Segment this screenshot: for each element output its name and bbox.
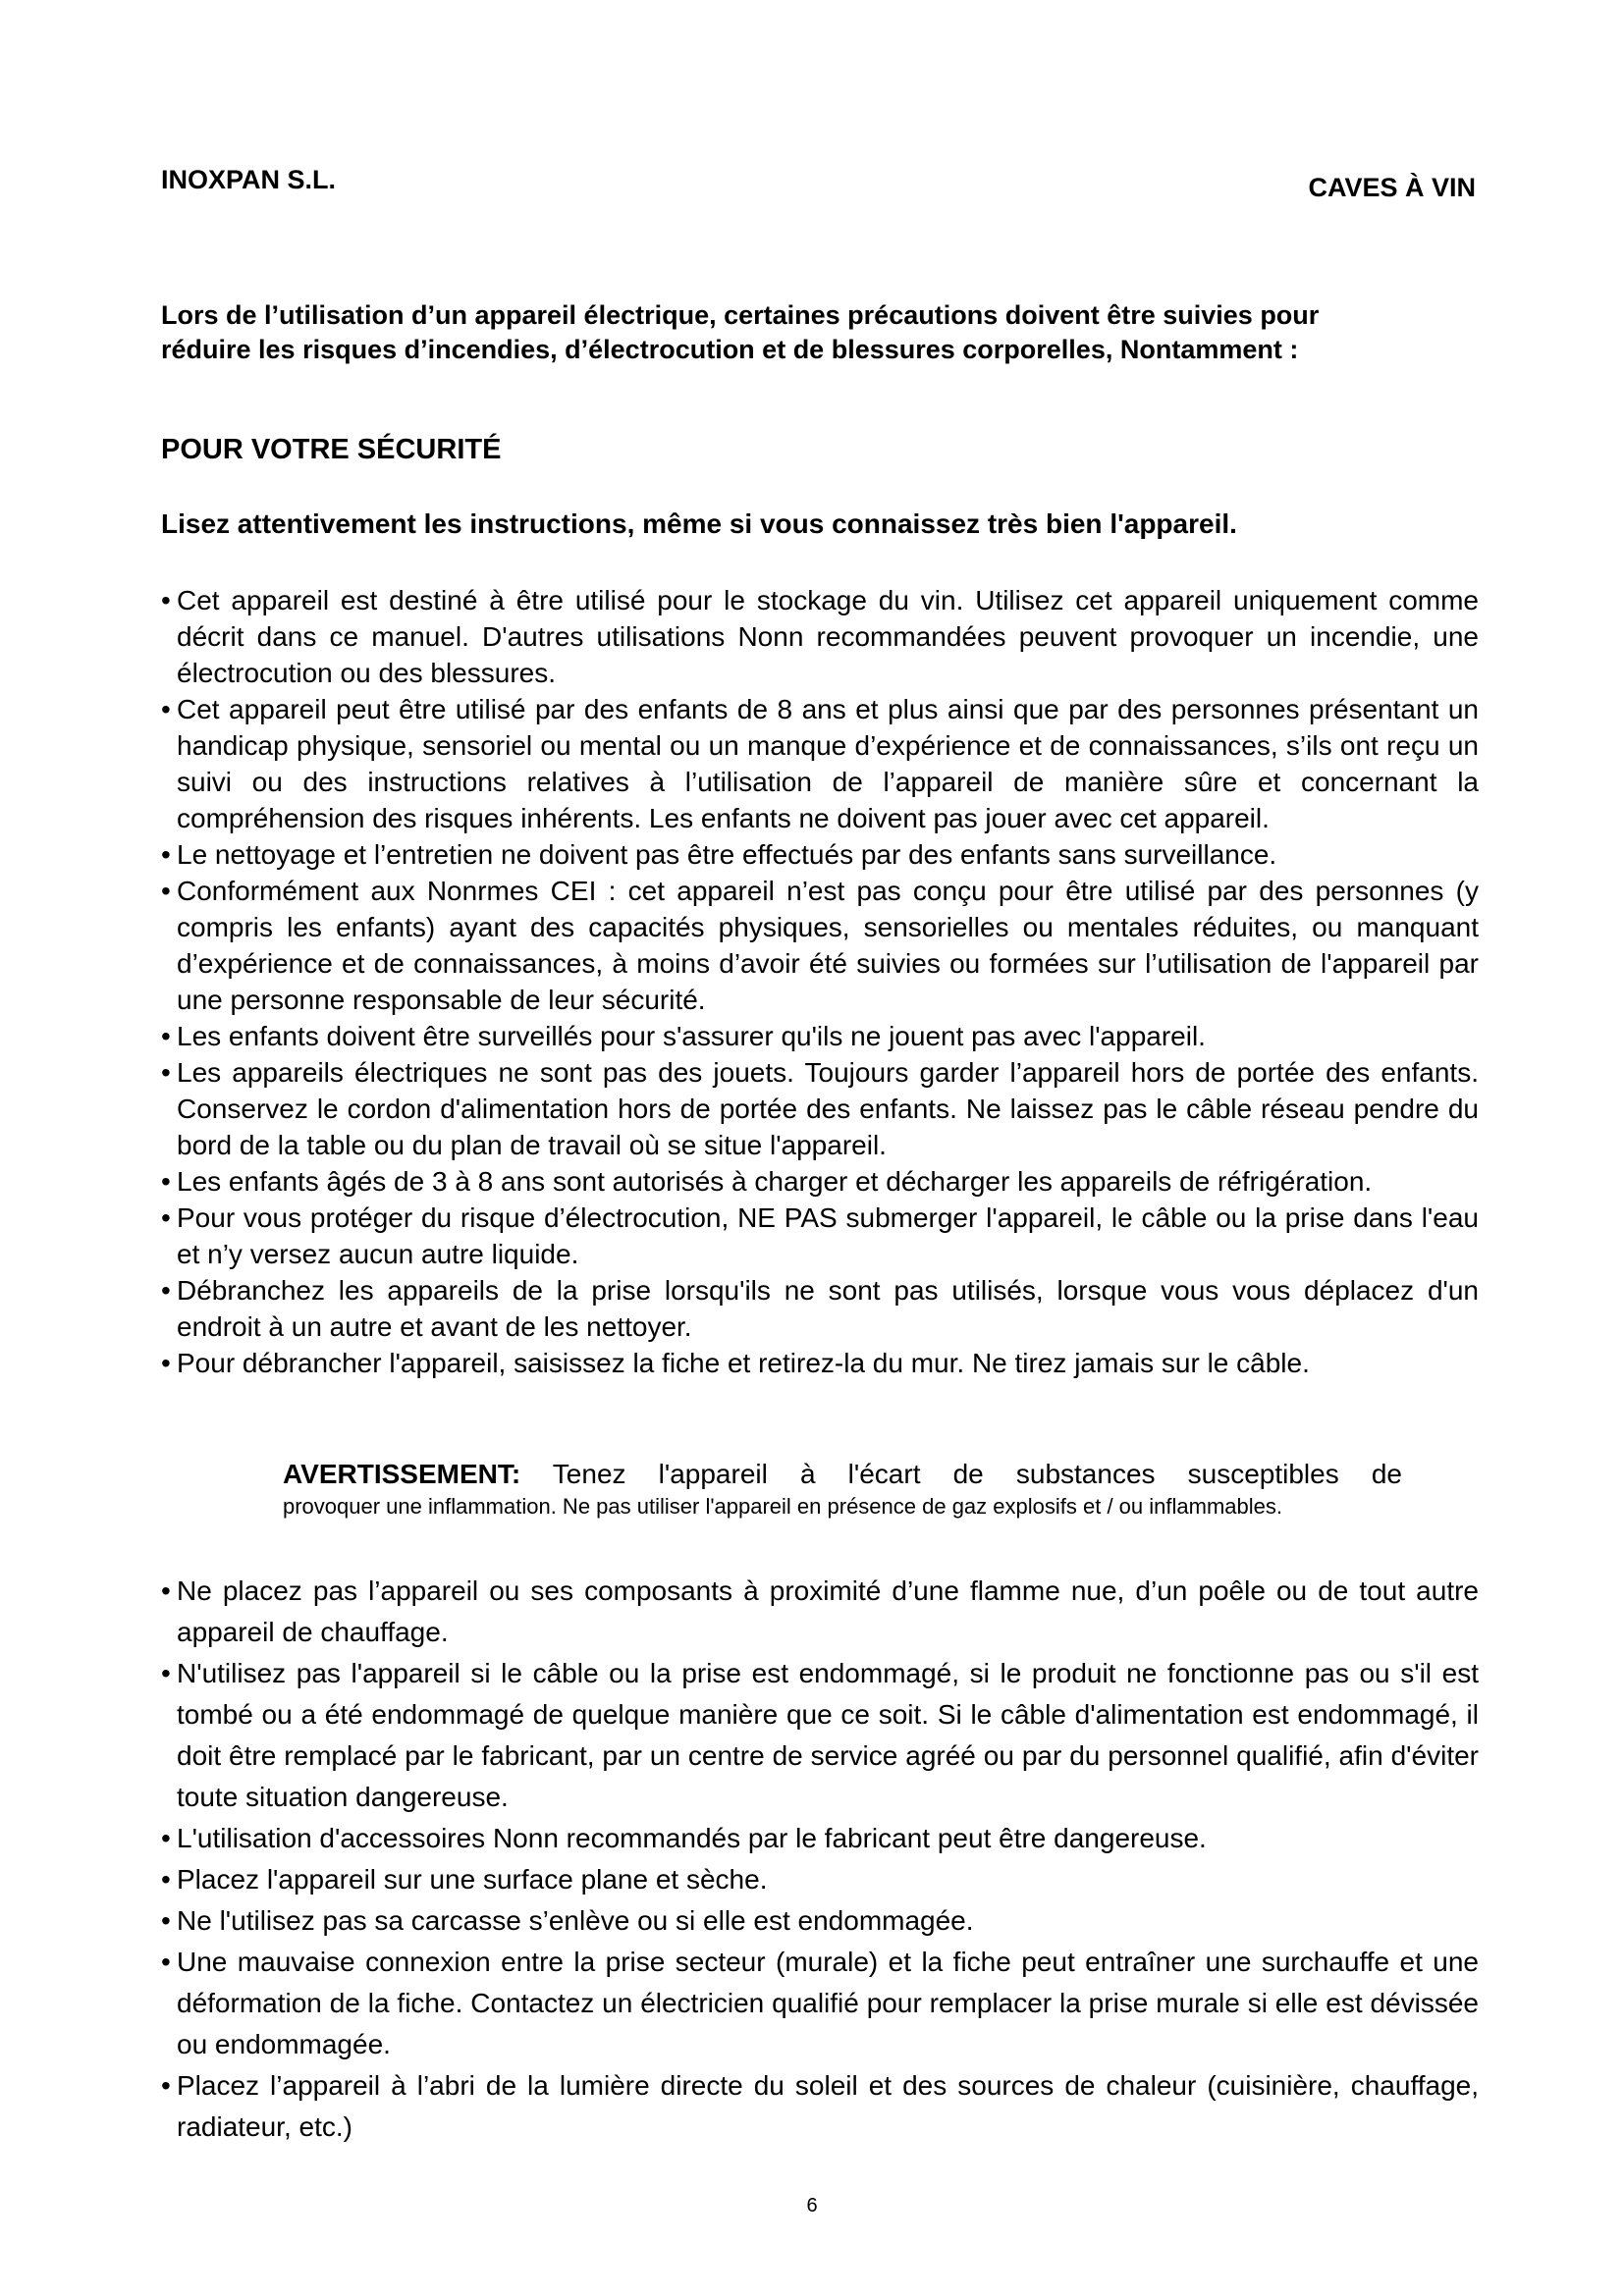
bullet-icon: • xyxy=(161,1947,171,1977)
safety-list-part1 xyxy=(161,582,1479,1381)
list-item-text: Débranchez les appareils de la prise lorsqu'ils ne sont pas utilisés, lorsque vous vous déplacez d'un endroit à un autre et avant de les nettoyer. xyxy=(177,1275,1479,1342)
page-number: 6 xyxy=(806,2195,818,2216)
list-item xyxy=(161,1859,1479,1900)
list-item xyxy=(161,1571,1479,1653)
bullet-icon: • xyxy=(161,1275,171,1306)
list-item xyxy=(161,1818,1479,1859)
warning-text-large: Tenez l'appareil à l'écart de substances susceptibles de xyxy=(552,1459,1402,1489)
bullet-icon: • xyxy=(161,1905,171,1936)
bullet-icon: • xyxy=(161,1166,171,1197)
list-item xyxy=(161,1200,1479,1272)
bullet-icon: • xyxy=(161,1057,171,1088)
list-item xyxy=(161,1018,1479,1054)
bullet-icon: • xyxy=(161,1348,171,1378)
list-item-text: Les appareils électriques ne sont pas des jouets. Toujours garder l’appareil hors de portée des enfants. Conservez le cordon d'alimentation hors de portée des enfants. Ne laissez pas le câble réseau pendre du bord de la table ou du plan de travail où se situe l'appareil. xyxy=(177,1057,1479,1160)
bullet-icon: • xyxy=(161,1658,171,1688)
warning-first-line xyxy=(283,1457,1402,1492)
company-name: INOXPAN S.L. xyxy=(161,165,337,194)
list-item xyxy=(161,582,1479,691)
list-item-text: Les enfants âgés de 3 à 8 ans sont autorisés à charger et décharger les appareils de réfrigération. xyxy=(177,1166,1373,1197)
list-item-text: Les enfants doivent être surveillés pour s'assurer qu'ils ne jouent pas avec l'appareil. xyxy=(177,1021,1206,1051)
list-item xyxy=(161,1163,1479,1200)
bullet-icon: • xyxy=(161,1575,171,1606)
warning-box xyxy=(283,1457,1402,1522)
bullet-icon: • xyxy=(161,839,171,870)
warning-label: AVERTISSEMENT: xyxy=(283,1459,521,1489)
bullet-icon: • xyxy=(161,1021,171,1051)
section-title: POUR VOTRE SÉCURITÉ xyxy=(161,434,502,465)
intro-paragraph: Lors de l’utilisation d’un appareil électrique, certaines précautions doivent être suivies pour réduire les risques d’incendies, d’électrocution et de blessures corporelles, Nontamment : xyxy=(161,300,1320,364)
list-item-text: Cet appareil peut être utilisé par des enfants de 8 ans et plus ainsi que par des personnes présentant un handicap physique, sensoriel ou mental ou un manque d’expérience et de connaissances, s’ils ont reçu un suivi ou des instructions relatives à l’utilisation de l’appareil de manière sûre et concernant la compréhension des risques inhérents. Les enfants ne doivent pas jouer avec cet appareil. xyxy=(177,694,1479,833)
list-item-text: Une mauvaise connexion entre la prise secteur (murale) et la fiche peut entraîner une surchauffe et une déformation de la fiche. Contactez un électricien qualifié pour remplacer la prise murale si elle est dévissée ou endommagée. xyxy=(177,1947,1479,2059)
safety-list-part2 xyxy=(161,1571,1479,2148)
bullet-icon: • xyxy=(161,1864,171,1895)
list-item xyxy=(161,691,1479,836)
list-item-text: Placez l’appareil à l’abri de la lumière directe du soleil et des sources de chaleur (cuisinière, chauffage, radiateur, etc.) xyxy=(177,2070,1479,2142)
bullet-icon: • xyxy=(161,1202,171,1233)
list-item-text: Pour débrancher l'appareil, saisissez la fiche et retirez-la du mur. Ne tirez jamais sur le câble. xyxy=(177,1348,1310,1378)
list-item xyxy=(161,1900,1479,1942)
list-item-text: Ne l'utilisez pas sa carcasse s’enlève ou si elle est endommagée. xyxy=(177,1905,974,1936)
list-item xyxy=(161,1942,1479,2065)
list-item-text: Le nettoyage et l’entretien ne doivent pas être effectués par des enfants sans surveillance. xyxy=(177,839,1277,870)
list-item-text: Pour vous protéger du risque d’électrocution, NE PAS submerger l'appareil, le câble ou la prise dans l'eau et n’y versez aucun autre liquide. xyxy=(177,1202,1479,1269)
list-item xyxy=(161,2065,1479,2148)
list-item xyxy=(161,1653,1479,1818)
bullet-icon: • xyxy=(161,2070,171,2101)
list-item-text: Cet appareil est destiné à être utilisé pour le stockage du vin. Utilisez cet appareil uniquement comme décrit dans ce manuel. D'autres utilisations Nonn recommandées peuvent provoquer un incendie, une électrocution ou des blessures. xyxy=(177,585,1479,688)
list-item xyxy=(161,1345,1479,1381)
list-item-text: Placez l'appareil sur une surface plane et sèche. xyxy=(177,1864,768,1895)
warning-text-small: provoquer une inflammation. Ne pas utiliser l'appareil en présence de gaz explosifs et / ou inflammables. xyxy=(283,1494,1282,1519)
list-item xyxy=(161,1272,1479,1345)
bullet-icon: • xyxy=(161,876,171,906)
bullet-icon: • xyxy=(161,1823,171,1853)
list-item xyxy=(161,873,1479,1018)
list-item-text: Ne placez pas l’appareil ou ses composants à proximité d’une flamme nue, d’un poêle ou de tout autre appareil de chauffage. xyxy=(177,1575,1479,1647)
list-item-text: Conformément aux Nonrmes CEI : cet appareil n’est pas conçu pour être utilisé par des personnes (y compris les enfants) ayant des capacités physiques, sensorielles ou mentales réduites, ou manquant d’expérience et de connaissances, à moins d’avoir été suivies ou formées sur l’utilisation de l'appareil par une personne responsable de leur sécurité. xyxy=(177,876,1479,1015)
read-instructions-note: Lisez attentivement les instructions, même si vous connaissez très bien l'appareil. xyxy=(161,508,1237,539)
list-item-text: L'utilisation d'accessoires Nonn recommandés par le fabricant peut être dangereuse. xyxy=(177,1823,1207,1853)
list-item-text: N'utilisez pas l'appareil si le câble ou la prise est endommagé, si le produit ne fonctionne pas ou s'il est tombé ou a été endommagé de quelque manière que ce soit. Si le câble d'alimentation est endommagé, il doit être remplacé par le fabricant, par un centre de service agréé ou par du personnel qualifié, afin d'éviter toute situation dangereuse. xyxy=(177,1658,1479,1812)
bullet-icon: • xyxy=(161,585,171,615)
bullet-icon: • xyxy=(161,694,171,724)
document-title: CAVES À VIN xyxy=(1308,173,1476,202)
list-item xyxy=(161,1054,1479,1163)
list-item xyxy=(161,836,1479,873)
